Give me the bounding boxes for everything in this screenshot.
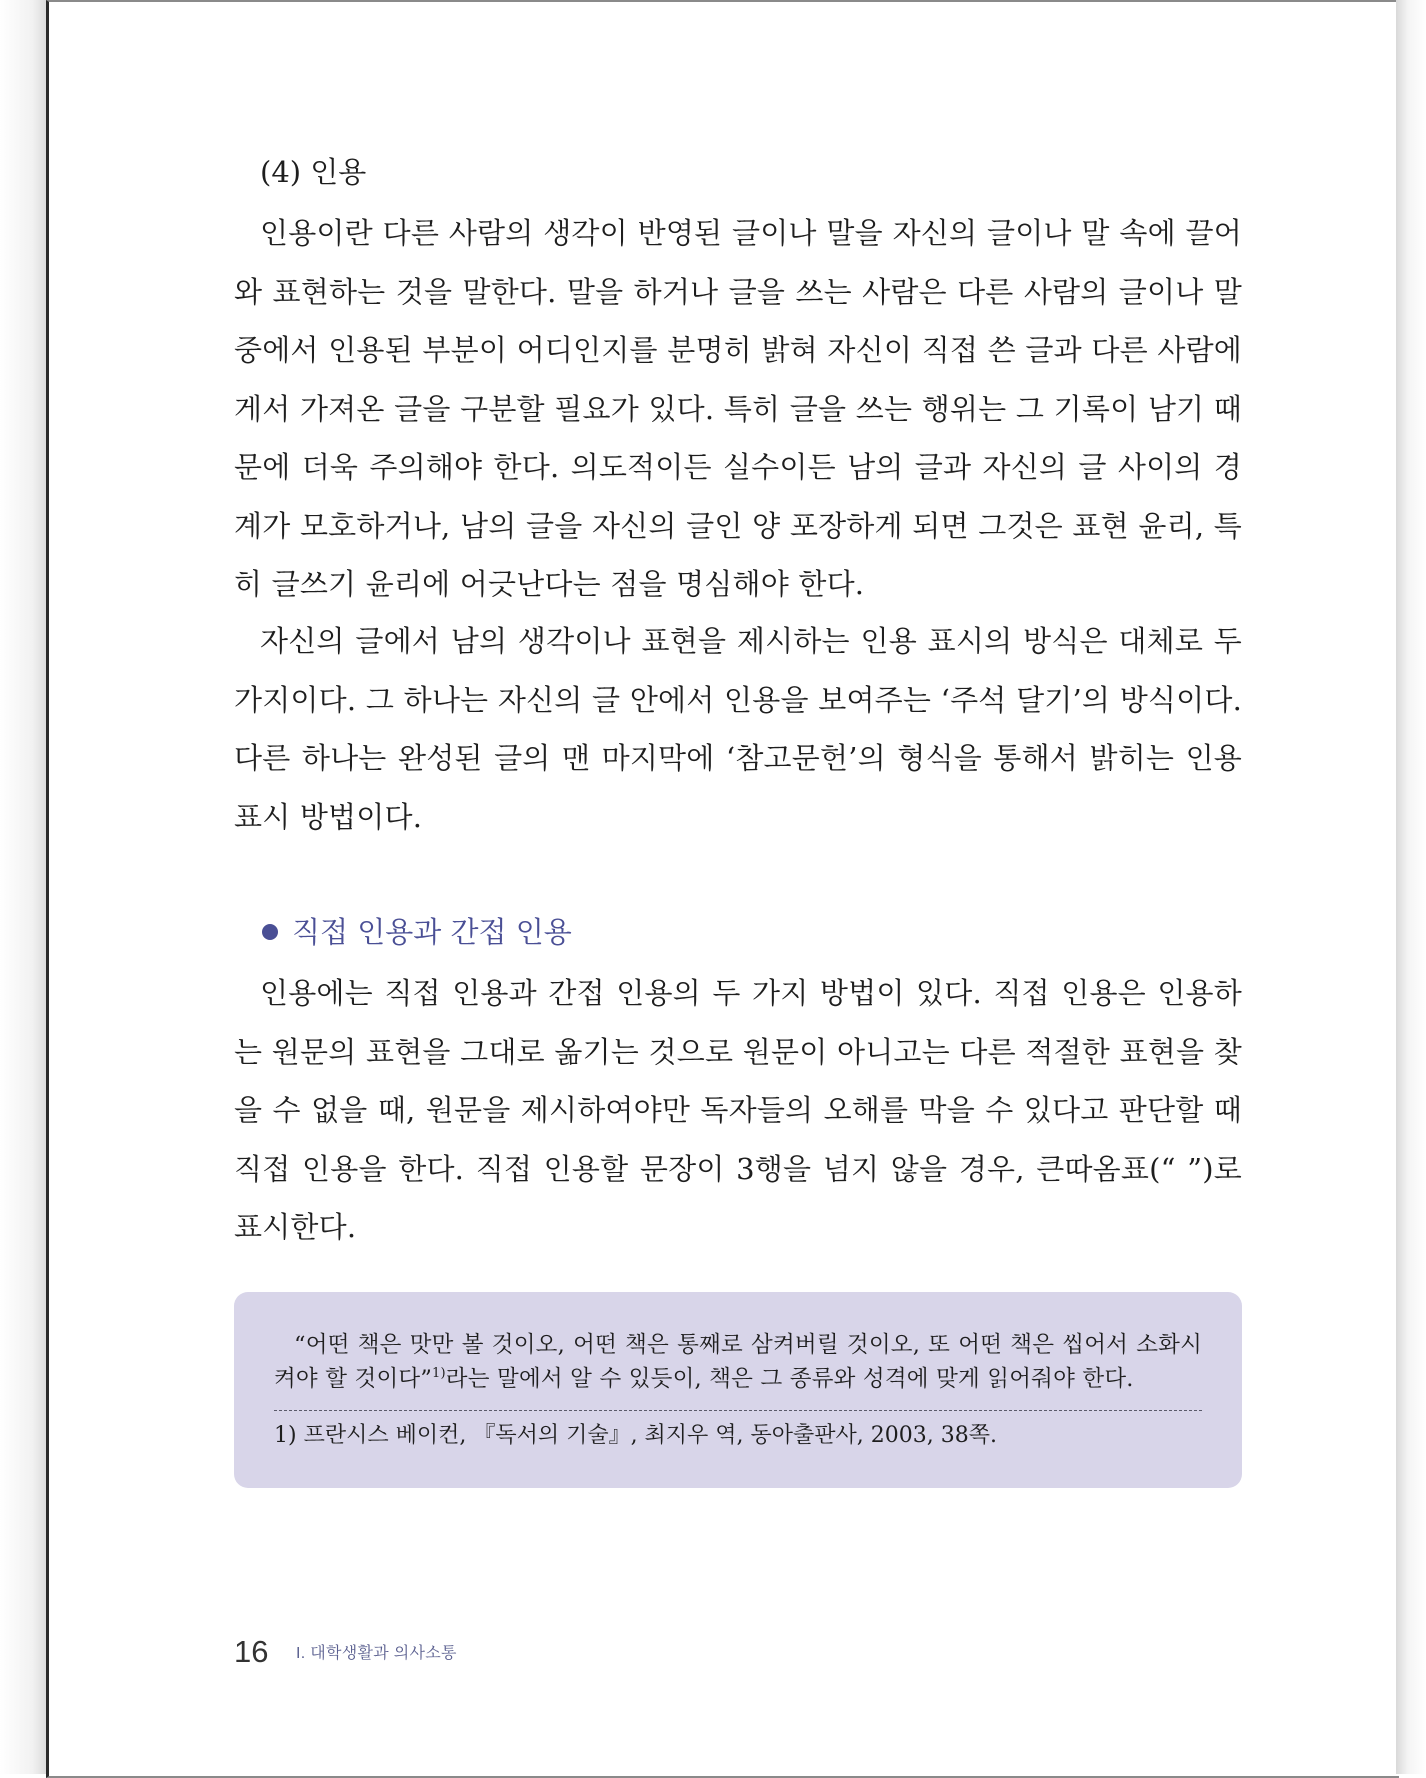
example-quote-box bbox=[234, 1292, 1242, 1488]
dashed-divider bbox=[274, 1410, 1202, 1411]
footnote: 1) 프란시스 베이컨, 『독서의 기술』, 최지우 역, 동아출판사, 2003, 38쪽. bbox=[274, 1423, 998, 1448]
paragraph-citation-methods: 자신의 글에서 남의 생각이나 표현을 제시하는 인용 표시의 방식은 대체로 두 가지이다. 그 하나는 자신의 글 안에서 인용을 보여주는 ‘주석 달기’의 방식이다. 다른 하나는 완성된 글의 맨 마지막에 ‘참고문헌’의 형식을 통해서 밝히는 인용 표시 방법이다. bbox=[234, 624, 1242, 834]
quote-text-main: “어떤 책은 맛만 볼 것이오, 어떤 책은 통째로 삼켜버릴 것이오, 또 어떤 책은 씹어서 소화시켜야 할 것이다” bbox=[274, 1332, 1202, 1392]
quote-text bbox=[274, 1328, 1202, 1396]
subheading-text: 직접 인용과 간접 인용 bbox=[292, 915, 572, 949]
bullet-icon bbox=[262, 924, 278, 940]
page-edge-right bbox=[1396, 0, 1426, 1774]
paragraph-definition: 인용이란 다른 사람의 생각이 반영된 글이나 말을 자신의 글이나 말 속에 끌어와 표현하는 것을 말한다. 말을 하거나 글을 쓰는 사람은 다른 사람의 글이나 말 중에서 인용된 부분이 어디인지를 분명히 밝혀 자신이 직접 쓴 글과 다른 사람에게서 가져온 글을 구분할 필요가 있다. 특히 글을 쓰는 행위는 그 기록이 남기 때문에 더욱 주의해야 한다. 의도적이든 실수이든 남의 글과 자신의 글 사이의 경계가 모호하거나, 남의 글을 자신의 글인 양 포장하게 되면 그것은 표현 윤리, 특히 글쓰기 윤리에 어긋난다는 점을 명심해야 한다. bbox=[234, 216, 1242, 601]
page-edge-left bbox=[0, 0, 46, 1774]
page-number: 16 bbox=[234, 1634, 269, 1669]
subheading bbox=[262, 912, 572, 952]
footnote-marker: 1) bbox=[432, 1366, 446, 1381]
paragraph-direct-indirect: 인용에는 직접 인용과 간접 인용의 두 가지 방법이 있다. 직접 인용은 인용하는 원문의 표현을 그대로 옮기는 것으로 원문이 아니고는 다른 적절한 표현을 찾을 수 없을 때, 원문을 제시하여야만 독자들의 오해를 막을 수 있다고 판단할 때 직접 인용을 한다. 직접 인용할 문장이 3행을 넘지 않을 경우, 큰따옴표(“ ”)로 표시한다. bbox=[234, 976, 1242, 1244]
section-heading: (4) 인용 bbox=[260, 155, 367, 189]
quote-text-tail: 라는 말에서 알 수 있듯이, 책은 그 종류와 성격에 맞게 읽어줘야 한다. bbox=[445, 1366, 1134, 1392]
running-head: I. 대학생활과 의사소통 bbox=[296, 1645, 457, 1662]
